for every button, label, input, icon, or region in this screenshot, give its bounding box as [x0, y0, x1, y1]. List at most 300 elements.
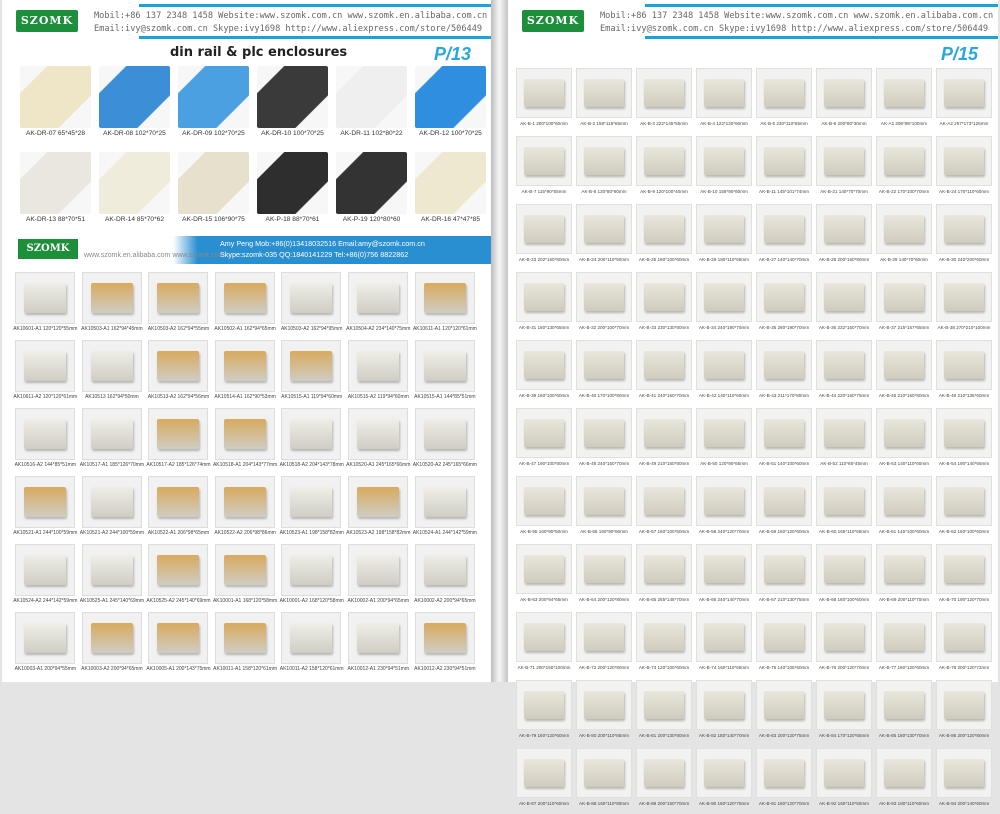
enclosure-shape: [824, 487, 864, 515]
product-photo: [636, 748, 692, 798]
product-photo: [576, 680, 632, 730]
product-tile: [12, 406, 79, 474]
product-label: AK-B-71 200*150*100mm: [517, 665, 571, 670]
product-photo: [516, 272, 572, 322]
product-label: AK-B-61 145*100*60mm: [878, 529, 930, 534]
din-product: [332, 66, 411, 146]
product-label: AK-B-93 180*110*60mm: [879, 801, 929, 806]
enclosure-shape: [524, 79, 564, 107]
enclosure-shape: [584, 555, 624, 583]
din-product: [411, 152, 490, 232]
product-tile: [79, 610, 146, 678]
product-label: AK-B-53 140*110*60mm: [879, 461, 929, 466]
product-label: AK-A1 295*95*100mm: [880, 121, 928, 126]
enclosure-shape: [24, 555, 66, 585]
product-tile: [634, 678, 694, 746]
product-photo: [576, 340, 632, 390]
product-label: AK-B-23 202*150*80mm: [518, 257, 570, 262]
product-label: AK-B-48 240*150*70mm: [578, 461, 630, 466]
product-label: AK-B-56 160*90*60mm: [580, 529, 628, 534]
enclosure-shape: [824, 79, 864, 107]
product-label: AK10012-A1 230*94*51mm: [347, 666, 409, 672]
enclosure-shape: [224, 623, 266, 653]
product-label: AK-B-58 240*120*70mm: [698, 529, 750, 534]
product-tile: [634, 542, 694, 610]
product-photo: [816, 340, 872, 390]
product-photo: [82, 272, 142, 324]
product-label: AK-B-73 120*100*60mm: [638, 665, 690, 670]
product-tile: [12, 542, 79, 610]
din-product: [253, 66, 332, 146]
product-photo: [756, 476, 812, 526]
product-photo: [576, 204, 632, 254]
enclosure-shape: [704, 691, 744, 719]
product-tile: [934, 746, 994, 814]
enclosure-shape: [584, 147, 624, 175]
product-tile: [212, 474, 279, 542]
product-label: AK10524-A2 244*142*59mm: [13, 598, 78, 604]
product-photo: [876, 68, 932, 118]
product-label: AK-B-8 130*80*60mm: [581, 189, 627, 194]
product-photo: [516, 340, 572, 390]
product-tile: [814, 270, 874, 338]
product-photo: [215, 272, 275, 324]
product-tile: [212, 406, 279, 474]
product-photo: [696, 272, 752, 322]
product-photo: [348, 272, 408, 324]
product-tile: [574, 66, 634, 134]
enclosure-shape: [764, 487, 804, 515]
product-photo: [516, 136, 572, 186]
product-photo: [15, 408, 75, 460]
product-label: AK-B-7 115*90*55mm: [521, 189, 567, 194]
din-product-photo: [336, 152, 407, 214]
product-photo: [876, 544, 932, 594]
product-photo: [816, 612, 872, 662]
product-tile: [634, 134, 694, 202]
product-label: AK-B-60 165*110*65mm: [819, 529, 869, 534]
right-page: [508, 0, 998, 806]
product-tile: [345, 610, 412, 678]
product-tile: [278, 542, 345, 610]
product-tile: [814, 134, 874, 202]
enclosure-shape: [290, 283, 332, 313]
product-label: AK-B-76 200*120*70mm: [818, 665, 870, 670]
product-tile: [754, 406, 814, 474]
enclosure-shape: [290, 351, 332, 381]
enclosure-shape: [944, 691, 984, 719]
product-label: AK-B-42 140*110*60mm: [699, 393, 749, 398]
product-tile: [412, 474, 479, 542]
header-rule: [139, 4, 491, 7]
product-label: AK-B-68 160*100*60mm: [818, 597, 870, 602]
enclosure-shape: [584, 283, 624, 311]
enclosure-shape: [824, 555, 864, 583]
product-tile: [934, 66, 994, 134]
product-tile: [634, 406, 694, 474]
product-label: AK-B-11 145*101*74mm: [759, 189, 809, 194]
enclosure-shape: [944, 487, 984, 515]
din-product: [174, 152, 253, 232]
product-photo: [576, 612, 632, 662]
product-label: AK10520-A2 245*165*66mm: [412, 462, 477, 468]
enclosure-shape: [290, 487, 332, 517]
product-tile: [514, 610, 574, 678]
enclosure-shape: [157, 283, 199, 313]
enclosure-shape: [824, 623, 864, 651]
product-tile: [754, 542, 814, 610]
product-tile: [412, 338, 479, 406]
product-photo: [816, 204, 872, 254]
product-tile: [79, 338, 146, 406]
page-number: P/15: [940, 44, 978, 64]
enclosure-shape: [944, 215, 984, 243]
product-tile: [634, 610, 694, 678]
product-tile: [514, 746, 574, 814]
product-tile: [574, 474, 634, 542]
enclosure-shape: [424, 555, 466, 585]
product-photo: [516, 544, 572, 594]
product-grid: [514, 66, 994, 814]
product-label: AK-B-83 200*120*75mm: [758, 733, 810, 738]
product-label: AK-B-72 200*120*80mm: [578, 665, 630, 670]
product-photo: [696, 476, 752, 526]
product-label: AK10503-A1 162*94*45mm: [81, 326, 143, 332]
product-photo: [348, 612, 408, 664]
product-photo: [816, 680, 872, 730]
enclosure-shape: [24, 283, 66, 313]
enclosure-shape: [944, 555, 984, 583]
enclosure-shape: [704, 283, 744, 311]
product-photo: [281, 612, 341, 664]
product-label: AK-B-38 270*210*100mm: [937, 325, 991, 330]
product-label: AK10011-A2 158*120*61mm: [279, 666, 344, 672]
product-photo: [516, 680, 572, 730]
product-tile: [814, 542, 874, 610]
product-label: AK-B-49 210*150*80mm: [638, 461, 690, 466]
enclosure-shape: [224, 555, 266, 585]
product-tile: [212, 270, 279, 338]
product-photo: [876, 476, 932, 526]
din-product-photo: [20, 152, 91, 214]
product-tile: [634, 338, 694, 406]
enclosure-shape: [944, 351, 984, 379]
product-label: AK-B-81 200*130*80mm: [638, 733, 690, 738]
product-photo: [876, 748, 932, 798]
product-photo: [936, 748, 992, 798]
product-photo: [148, 544, 208, 596]
product-tile: [754, 202, 814, 270]
product-label: AK-B-3 222*145*55mm: [640, 121, 688, 126]
enclosure-shape: [157, 351, 199, 381]
enclosure-shape: [884, 283, 924, 311]
product-label: AK10514-A1 162*90*53mm: [214, 394, 276, 400]
product-photo: [281, 408, 341, 460]
product-tile: [754, 338, 814, 406]
product-photo: [756, 680, 812, 730]
product-tile: [514, 202, 574, 270]
product-tile: [574, 406, 634, 474]
enclosure-shape: [424, 487, 466, 517]
product-photo: [636, 612, 692, 662]
product-label: AK10523-A2 198*158*82mm: [346, 530, 411, 536]
product-label: AK10011-A1 158*120*61mm: [213, 666, 277, 672]
product-photo: [756, 748, 812, 798]
product-tile: [12, 610, 79, 678]
product-tile: [754, 66, 814, 134]
product-photo: [876, 272, 932, 322]
product-label: AK10611-A1 120*120*61mm: [412, 326, 477, 332]
enclosure-shape: [944, 759, 984, 787]
enclosure-shape: [224, 487, 266, 517]
product-label: AK-B-29 140*70*60mm: [880, 257, 928, 262]
product-label: AK-B-70 190*120*70mm: [938, 597, 990, 602]
product-label: AK10515-A1 119*94*60mm: [281, 394, 343, 400]
szomk-logo: SZOMK: [18, 239, 78, 259]
din-row: [16, 152, 492, 232]
product-photo: [636, 680, 692, 730]
product-photo: [576, 272, 632, 322]
product-label: AK10523-A1 198*158*82mm: [279, 530, 344, 536]
enclosure-shape: [157, 623, 199, 653]
enclosure-shape: [157, 419, 199, 449]
enclosure-shape: [944, 79, 984, 107]
product-tile: [145, 610, 212, 678]
product-photo: [82, 476, 142, 528]
product-photo: [696, 544, 752, 594]
enclosure-shape: [524, 691, 564, 719]
product-photo: [876, 340, 932, 390]
enclosure-shape: [764, 555, 804, 583]
din-product-label: AK-DR-08 102*70*25: [103, 130, 166, 137]
product-label: AK-B-43 211*170*80mm: [759, 393, 809, 398]
enclosure-shape: [644, 691, 684, 719]
enclosure-shape: [24, 623, 66, 653]
product-photo: [348, 544, 408, 596]
enclosure-shape: [224, 351, 266, 381]
product-label: AK10005-A1 200*143*75mm: [146, 666, 211, 672]
enclosure-shape: [24, 351, 66, 381]
product-photo: [816, 544, 872, 594]
din-product-photo: [99, 152, 170, 214]
product-tile: [934, 542, 994, 610]
din-product: [16, 66, 95, 146]
enclosure-shape: [764, 215, 804, 243]
product-label: AK10520-A1 245*165*66mm: [346, 462, 411, 468]
product-photo: [15, 476, 75, 528]
enclosure-shape: [644, 79, 684, 107]
contact-line: Email:ivy@szomk.com.cn Skype:ivy1698 http://www.aliexpress.com/store/506449: [94, 24, 483, 34]
din-product: [411, 66, 490, 146]
website-text: www.szomk.en.alibaba.com www.szomk.com.cn: [84, 252, 234, 259]
product-photo: [816, 272, 872, 322]
product-photo: [876, 136, 932, 186]
product-label: AK-B-1 200*100*60mm: [520, 121, 568, 126]
product-label: AK10611-A2 120*120*61mm: [13, 394, 78, 400]
product-label: AK-B-65 255*145*70mm: [638, 597, 690, 602]
enclosure-shape: [644, 759, 684, 787]
product-photo: [148, 408, 208, 460]
enclosure-shape: [584, 691, 624, 719]
product-tile: [514, 474, 574, 542]
product-tile: [212, 338, 279, 406]
product-tile: [212, 610, 279, 678]
product-label: AK10518-A1 204*143*77mm: [212, 462, 278, 468]
product-photo: [82, 612, 142, 664]
product-label: AK-B-91 180*120*70mm: [758, 801, 810, 806]
enclosure-shape: [524, 623, 564, 651]
enclosure-shape: [357, 419, 399, 449]
enclosure-shape: [764, 623, 804, 651]
product-label: AK10003-A2 200*94*65mm: [81, 666, 143, 672]
product-photo: [415, 544, 475, 596]
product-photo: [696, 204, 752, 254]
product-tile: [814, 474, 874, 542]
product-tile: [754, 610, 814, 678]
product-photo: [636, 340, 692, 390]
enclosure-shape: [524, 215, 564, 243]
enclosure-shape: [584, 419, 624, 447]
product-tile: [814, 338, 874, 406]
enclosure-shape: [224, 283, 266, 313]
product-photo: [148, 272, 208, 324]
enclosure-shape: [91, 487, 133, 517]
enclosure-shape: [764, 759, 804, 787]
enclosure-shape: [884, 215, 924, 243]
product-tile: [514, 66, 574, 134]
product-tile: [694, 202, 754, 270]
enclosure-shape: [884, 419, 924, 447]
product-tile: [634, 66, 694, 134]
product-label: AK10003-A1 200*94*55mm: [14, 666, 77, 672]
enclosure-shape: [884, 623, 924, 651]
enclosure-shape: [704, 759, 744, 787]
product-label: AK-B-52 110*85*45mm: [820, 461, 868, 466]
product-photo: [936, 68, 992, 118]
din-product-photo: [178, 152, 249, 214]
product-tile: [574, 678, 634, 746]
product-photo: [82, 408, 142, 460]
product-photo: [756, 204, 812, 254]
enclosure-shape: [704, 215, 744, 243]
product-photo: [936, 612, 992, 662]
product-photo: [516, 204, 572, 254]
product-tile: [814, 746, 874, 814]
din-product-photo: [257, 152, 328, 214]
product-tile: [934, 678, 994, 746]
contact-info: [94, 10, 487, 36]
product-photo: [215, 340, 275, 392]
enclosure-shape: [524, 419, 564, 447]
product-photo: [936, 476, 992, 526]
product-photo: [415, 476, 475, 528]
product-label: AK-B-34 240*190*75mm: [698, 325, 750, 330]
product-photo: [215, 544, 275, 596]
product-tile: [814, 678, 874, 746]
product-label: AK-B-86 200*120*80mm: [938, 733, 990, 738]
product-label: AK10002-A2 200*94*65mm: [414, 598, 476, 604]
enclosure-shape: [524, 759, 564, 787]
product-photo: [876, 204, 932, 254]
product-label: AK-B-31 180*130*65mm: [518, 325, 570, 330]
product-label: AK-B-69 200*110*70mm: [879, 597, 929, 602]
product-label: AK10513 162*94*50mm: [85, 394, 139, 400]
product-label: AK-B-66 240*140*70mm: [698, 597, 750, 602]
left-header: [2, 0, 491, 42]
din-product: [174, 66, 253, 146]
enclosure-shape: [824, 691, 864, 719]
product-label: AK10001-A2 168*120*58mm: [279, 598, 344, 604]
product-tile: [345, 406, 412, 474]
product-tile: [934, 406, 994, 474]
product-photo: [696, 748, 752, 798]
product-photo: [348, 476, 408, 528]
enclosure-shape: [524, 351, 564, 379]
product-tile: [694, 610, 754, 678]
product-label: AK10516-A2 144*85*51mm: [14, 462, 77, 468]
din-product-label: AK-DR-16 47*47*85: [420, 216, 480, 223]
product-label: AK-B-62 160*100*60mm: [938, 529, 990, 534]
product-label: AK10012-A2 230*94*51mm: [414, 666, 476, 672]
product-tile: [412, 270, 479, 338]
product-label: AK10521-A2 244*100*59mm: [79, 530, 144, 536]
product-label: AK10522-A2 206*98*86mm: [214, 530, 276, 536]
enclosure-shape: [224, 419, 266, 449]
product-grid: [12, 270, 482, 678]
product-label: AK10522-A1 206*98*65mm: [147, 530, 210, 536]
enclosure-shape: [704, 147, 744, 175]
din-product: [16, 152, 95, 232]
enclosure-shape: [424, 623, 466, 653]
product-photo: [576, 136, 632, 186]
product-label: AK-B-28 200*150*80mm: [818, 257, 870, 262]
product-tile: [634, 474, 694, 542]
product-photo: [876, 408, 932, 458]
product-photo: [696, 136, 752, 186]
product-tile: [874, 406, 934, 474]
enclosure-shape: [584, 759, 624, 787]
product-label: AK-B-50 120*90*65mm: [700, 461, 748, 466]
product-label: AK-B-25 180*100*60mm: [638, 257, 690, 262]
enclosure-shape: [884, 487, 924, 515]
product-label: AK-A2 257*173*126mm: [939, 121, 989, 126]
product-label: AK-B-74 160*110*65mm: [699, 665, 749, 670]
enclosure-shape: [24, 419, 66, 449]
product-photo: [415, 340, 475, 392]
product-photo: [936, 544, 992, 594]
product-label: AK-B-41 240*150*70mm: [638, 393, 690, 398]
din-product-photo: [99, 66, 170, 128]
sales-line: Skype:szomk-035 QQ:1840141229 Tel:+86(0)756 8822862: [220, 250, 409, 259]
enclosure-shape: [424, 351, 466, 381]
product-tile: [934, 474, 994, 542]
product-label: AK10601-A1 120*120*55mm: [13, 326, 78, 332]
product-label: AK-B-4 122*120*60mm: [700, 121, 748, 126]
product-photo: [756, 612, 812, 662]
product-photo: [696, 612, 752, 662]
enclosure-shape: [644, 419, 684, 447]
product-label: AK-B-80 200*110*85mm: [579, 733, 629, 738]
enclosure-shape: [584, 623, 624, 651]
din-product: [332, 152, 411, 232]
enclosure-shape: [524, 487, 564, 515]
product-tile: [934, 134, 994, 202]
product-label: AK-B-94 200*140*60mm: [938, 801, 990, 806]
product-photo: [516, 748, 572, 798]
enclosure-shape: [944, 419, 984, 447]
product-tile: [874, 678, 934, 746]
product-photo: [876, 612, 932, 662]
